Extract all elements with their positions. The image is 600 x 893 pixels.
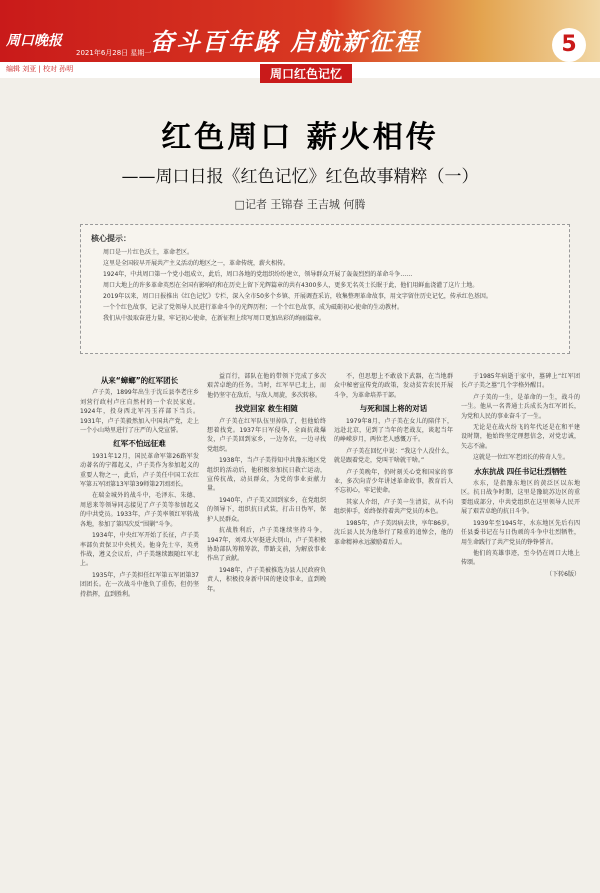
page-number: 5 (552, 28, 586, 62)
core-summary-paragraph: 我们从中汲取奋进力量，牢记初心使命，在新征程上续写周口更加出彩的绚丽篇章。 (103, 315, 326, 322)
body-paragraph: 卢子美在回忆中说：“我这个人没什么，就是跟着党走，党叫干啥就干啥。” (334, 447, 453, 465)
body-paragraph: 他们的英雄事迹，至今仍在周口大地上传颂。 (461, 549, 580, 567)
core-summary-paragraph: 1924年，中共周口第一个党小组成立，此后，周口各地的党组织纷纷建立，领导群众开展了轰轰烈烈的革命斗争…… (103, 271, 413, 278)
body-paragraph: 1935年，卢子美担任红军第五军团第37团团长。在一次战斗中他负了重伤，但仍坚持指挥，直到胜利。 (80, 571, 199, 598)
section-heading: 红军不怕远征难 (113, 439, 166, 449)
body-paragraph: 其家人介绍，卢子美一生清贫，从不向组织伸手，始终保持着共产党员的本色。 (334, 498, 453, 516)
body-paragraph: 1985年，卢子美因病去世，享年86岁。沈丘县人民为他举行了隆重的追悼会，他的革命精神永远激励着后人。 (334, 519, 453, 546)
newspaper-masthead: 周口晚报 (6, 33, 62, 49)
article-column-4 (461, 372, 580, 882)
core-summary-paragraph: 一个个红色故事，记录了党领导人民进行革命斗争的光辉历程；一个个红色故事，成为砥砺初心使命的生动教材。 (103, 304, 404, 311)
article-byline: □记者 王锦春 王吉城 何腾 (234, 198, 366, 211)
body-paragraph: 1939年至1945年，水东地区先后有四任县委书记在与日伪顽的斗争中壮烈牺牲，用生命践行了共产党员的铮铮誓言。 (461, 519, 580, 546)
core-summary-box (80, 224, 570, 354)
body-paragraph: 抗战胜利后，卢子美继续坚持斗争，1947年，刘邓大军挺进大别山，卢子美积极协助部队筹粮筹款，带路支前，为解放事业作出了贡献。 (207, 527, 326, 563)
banner-slogan: 奋斗百年路 启航新征程 (150, 27, 421, 56)
issue-dateline: 2021年6月28日 星期一 (76, 49, 152, 57)
section-heading: 从来“蟑螂”的红军团长 (100, 376, 179, 385)
article-column-3 (334, 372, 453, 882)
body-paragraph: 益百行，部队在他的带领下完成了多次艰苦卓绝的任务。当时，红军旱已北上，而他仍坚守在敌后，与敌人周旋，多次转移。 (207, 373, 326, 399)
core-summary-paragraph: 周口大地上的许多革命英烈在全国有影响的和在历史上留下光辉篇章的共有4300多人，更多无名英士长眠于此，他们用鲜血浇灌了这片土地。 (103, 282, 479, 289)
section-heading: 找党回家 救生相随 (235, 404, 298, 414)
body-paragraph: 水东，是指豫东地区的黄泛区以东地区。抗日战争时期，这里是豫皖苏边区的重要组成部分，中共党组织在这里领导人民开展了艰苦卓绝的抗日斗争。 (461, 480, 580, 516)
body-paragraph: 于1985年病逝于家中，墓碑上“红军团长卢子美之墓”几个字格外醒目。 (461, 373, 580, 390)
core-summary-heading: 核心提示： (91, 234, 131, 243)
body-paragraph: （下转6版） (546, 570, 580, 578)
body-paragraph: 1948年，卢子美被推选为县人民政府负责人，积极投身新中国的建设事业，直到晚年。 (207, 566, 326, 593)
article-title: 红色周口 薪火相传 (161, 120, 439, 155)
body-paragraph: 1931年12月，国民革命军第26路军发动著名的宁都起义，卢子美作为参加起义的重要人物之一，此后，卢子美任中国工农红军第五军团第13军第39师第27团团长。 (80, 452, 199, 489)
article-subtitle: ——周口日报《红色记忆》红色故事精粹（一） (121, 167, 479, 187)
body-paragraph: 无论是在战火纷飞的年代还是在和平建设时期，他始终坚定理想信念，对党忠诚，矢志不渝。 (461, 424, 580, 450)
core-summary-paragraph: 周口是一片红色沃土，革命老区。 (103, 249, 194, 256)
body-paragraph: 在瑞金城外的战斗中，毛泽东、朱德、周恩来等领导同志接见了卢子美等参加起义的中共党员。1933年，卢子美率领红军转战各地，参加了第四次反“围剿”斗争。 (80, 492, 199, 528)
body-paragraph: 1934年，中央红军开始了长征，卢子美率部负责保卫中央机关。他身先士卒，英勇作战，遵义会议后，卢子美继续跟随红军北上。 (80, 532, 199, 568)
body-paragraph: 1940年，卢子美又回到家乡，在党组织的领导下，组织抗日武装，打击日伪军，保护人民群众。 (207, 496, 326, 523)
body-paragraph: 1979年8月，卢子美在女儿的陪伴下，远赴北京，见到了当年的老战友，谈起当年的峥嵘岁月，两位老人感慨万千。 (334, 417, 453, 444)
body-paragraph: 卢子美在红军队伍里掉队了，但他始终想着找党。1937年日军侵华，全面抗战爆发，卢子美回到家乡，一边务农，一边寻找党组织。 (207, 417, 326, 453)
article-columns (80, 372, 580, 882)
article-column-2 (207, 372, 326, 882)
section-label: 周口红色记忆 (260, 64, 352, 83)
section-heading: 与死和国上将的对话 (359, 404, 428, 414)
section-heading: 水东抗战 四任书记壮烈牺牲 (474, 466, 567, 476)
article-column-1 (80, 372, 199, 882)
body-paragraph: 1938年，当卢子美得知中共豫东地区党组织的活动后，他积极参加抗日救亡运动，宣传抗战，动员群众，为党的事业贡献力量。 (207, 457, 326, 493)
body-paragraph: 卢子美，1899年出生于沈丘县李老庄乡刘营行政村卢庄自然村的一个农民家庭。1924年，投身西北军冯玉祥部下当兵。1931年，卢子美毅然加入中国共产党，走上一个小山坳里进行了庄严的入党宣誓。 (80, 389, 199, 435)
core-summary-body (91, 248, 559, 323)
body-paragraph: 这就是一位红军老团长的传奇人生。 (473, 454, 570, 462)
page-header (0, 0, 600, 81)
core-summary-paragraph: 2019年以来，周口日报推出《红色记忆》专栏，深入全市50多个乡镇、开展调查采访，收集整理革命故事，用文字留住历史记忆，传承红色基因。 (103, 293, 492, 300)
body-paragraph: 不，但思想上不敢放下武器，在当地群众中秘密宣传党的政策，发动贫苦农民开展斗争，为革命培养干部。 (334, 373, 453, 399)
body-paragraph: 卢子美晚年，仍时刻关心党和国家的事业，多次向青少年讲述革命故事，教育后人不忘初心，牢记使命。 (334, 468, 453, 495)
body-paragraph: 卢子美的一生，是革命的一生，战斗的一生。他从一名普通士兵成长为红军团长，为党和人民的事业奋斗了一生。 (461, 393, 580, 420)
header-banner (0, 0, 600, 62)
core-summary-paragraph: 这里是全国较早开展共产主义活动的地区之一，革命传统，薪火相传。 (103, 260, 290, 267)
editor-line: 编辑 刘亚 | 校对 孙明 (6, 65, 74, 73)
